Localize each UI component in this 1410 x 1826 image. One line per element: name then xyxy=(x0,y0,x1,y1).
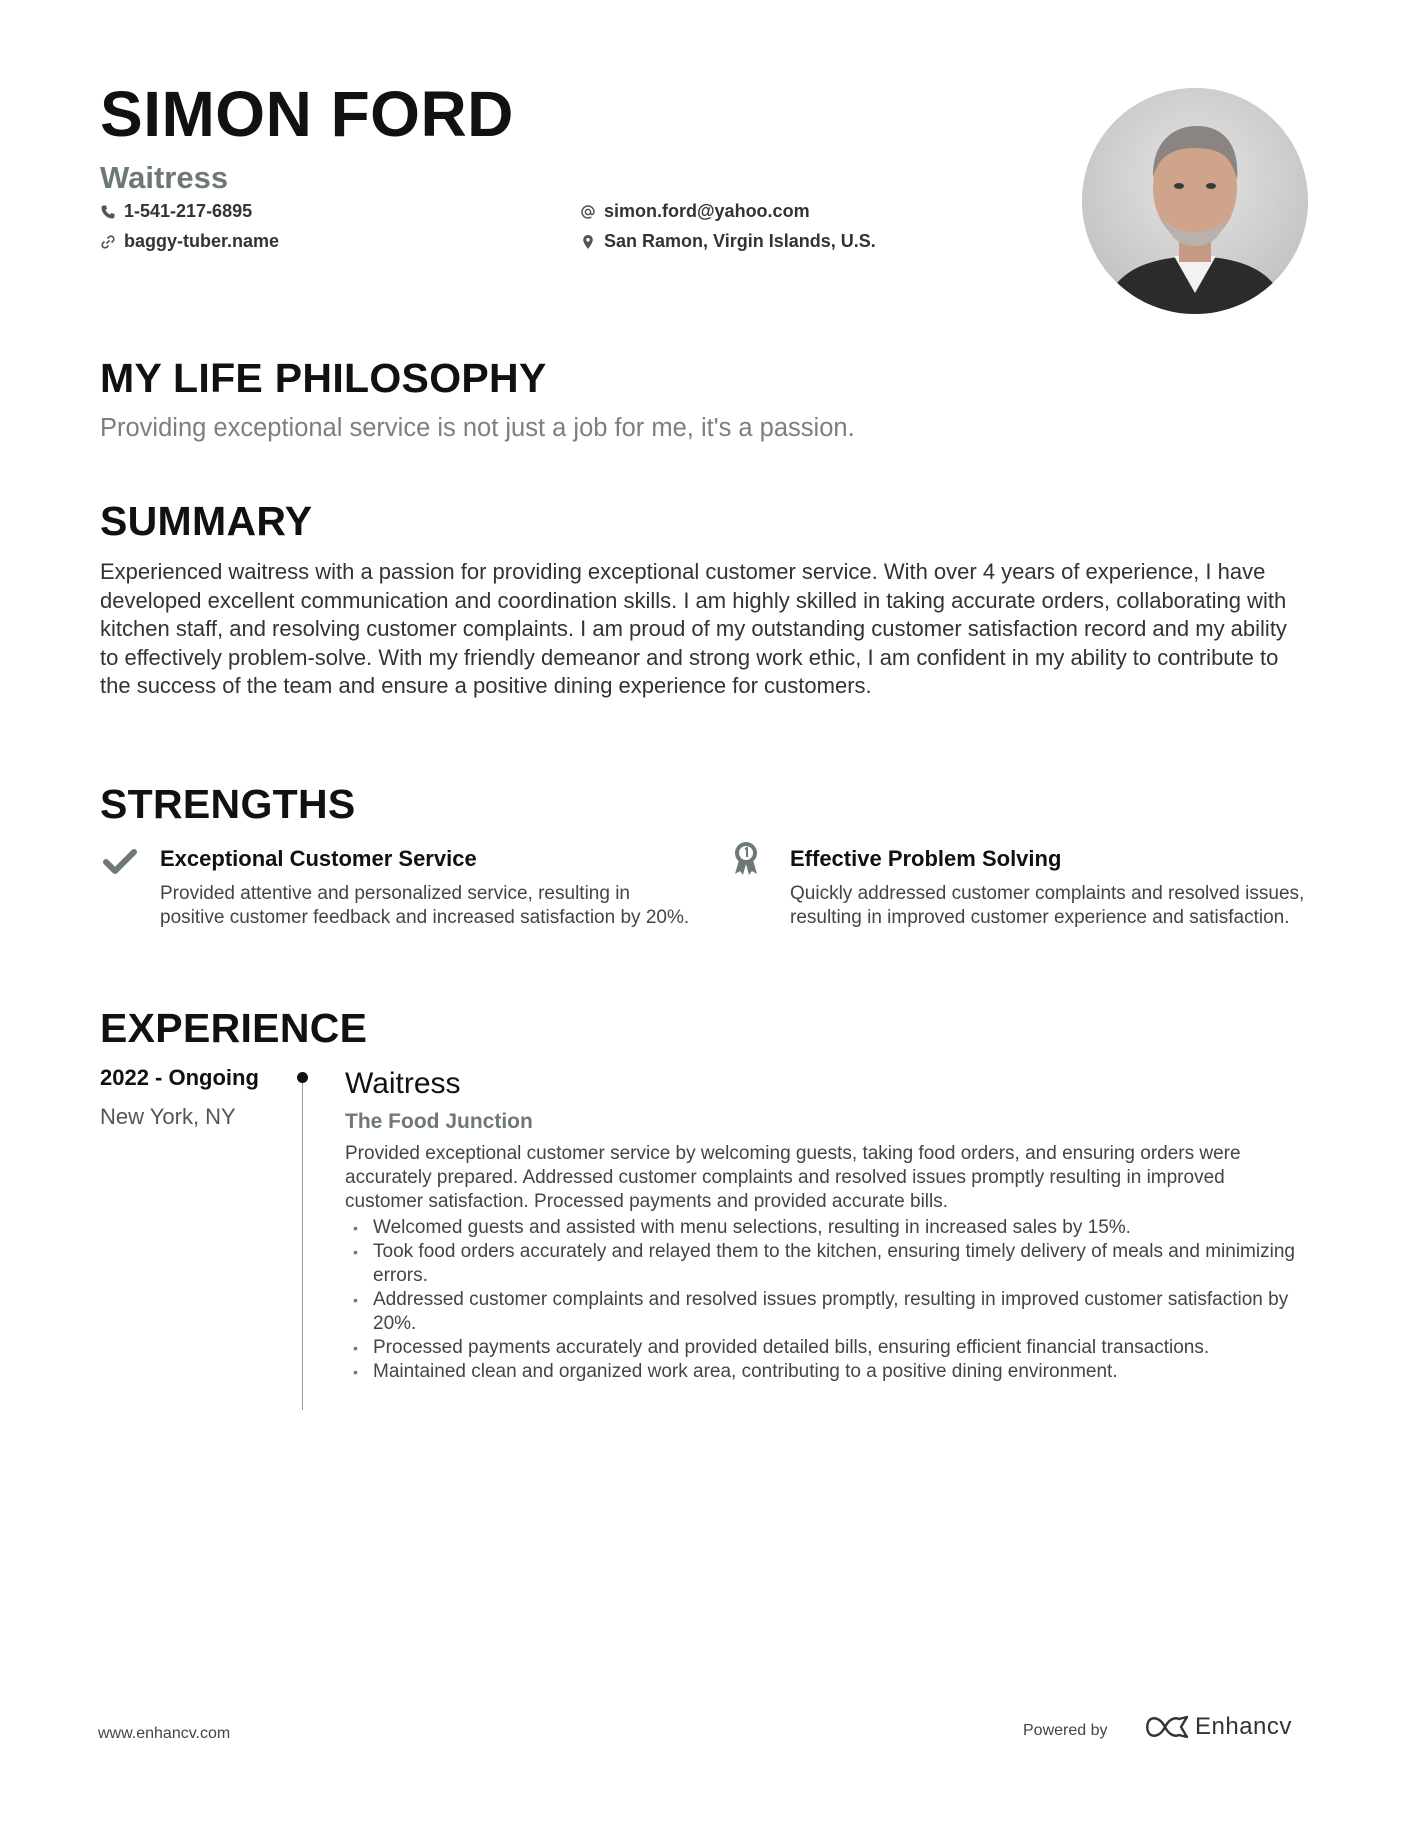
website-text[interactable]: baggy-tuber.name xyxy=(124,231,280,251)
contact-email[interactable] xyxy=(580,201,810,222)
timeline-line xyxy=(302,1075,303,1410)
list-item: • Maintained clean and organized work area, contributing to a positive dining environment. xyxy=(345,1360,1305,1384)
list-item: • Welcomed guests and assisted with menu selections, resulting in increased sales by 15%. xyxy=(345,1216,1305,1240)
contact-website[interactable] xyxy=(100,231,279,252)
phone-icon xyxy=(100,204,116,220)
timeline-dot xyxy=(297,1072,308,1083)
contact-phone xyxy=(100,201,252,222)
candidate-role: Waitress xyxy=(100,160,229,195)
candidate-name: SIMON FORD xyxy=(100,78,514,150)
map-pin-icon xyxy=(580,234,596,250)
strength-description: Provided attentive and personalized service, resulting in positive customer feedback and increased satisfaction by 20%. xyxy=(160,883,690,928)
experience-company: The Food Junction xyxy=(345,1110,533,1133)
profile-photo xyxy=(1082,88,1308,314)
summary-text: Experienced waitress with a passion for providing exceptional customer service. With over 4 years of experience, I have developed excellent communication and coordination skills. I am highly skilled in taking accurate orders, collaborating with kitchen staff, and resolving customer complaints. I am proud of my outstanding customer satisfaction record and my ability to effectively problem-solve. With my friendly demeanor and strong work ethic, I am confident in my ability to contribute to the success of the team and ensure a positive dining experience for customers. xyxy=(100,559,1287,698)
portrait-image xyxy=(1082,88,1308,314)
experience-position: Waitress xyxy=(345,1067,461,1100)
strength-title: Exceptional Customer Service xyxy=(160,846,477,871)
experience-bullets xyxy=(345,1216,1305,1384)
contact-location xyxy=(580,231,876,252)
enhancv-brand-text: Enhancv xyxy=(1195,1713,1292,1740)
strength-description: Quickly addressed customer complaints and resolved issues, resulting in improved customer experience and satisfaction. xyxy=(790,883,1305,928)
experience-dates: 2022 - Ongoing xyxy=(100,1065,259,1090)
philosophy-text: Providing exceptional service is not just a job for me, it's a passion. xyxy=(100,414,855,442)
link-icon xyxy=(100,234,116,250)
experience-location: New York, NY xyxy=(100,1104,236,1129)
strength-title: Effective Problem Solving xyxy=(790,846,1062,871)
experience-description: Provided exceptional customer service by welcoming guests, taking food orders, and ensuring orders were accurately prepared. Addressed customer complaints and resolved issues promptly resulting in improved customer satisfaction. Processed payments and provided accurate bills. xyxy=(345,1143,1241,1212)
phone-text: 1-541-217-6895 xyxy=(124,201,253,221)
location-text: San Ramon, Virgin Islands, U.S. xyxy=(604,231,876,251)
list-item: • Addressed customer complaints and resolved issues promptly, resulting in improved customer satisfaction by 20%. xyxy=(345,1288,1305,1336)
award-ribbon-icon xyxy=(726,838,766,878)
section-title-experience: EXPERIENCE xyxy=(100,1005,368,1051)
enhancv-logo-icon xyxy=(1143,1712,1191,1742)
list-item: • Took food orders accurately and relayed them to the kitchen, ensuring timely delivery of meals and minimizing errors. xyxy=(345,1240,1305,1288)
section-title-philosophy: MY LIFE PHILOSOPHY xyxy=(100,355,547,401)
at-icon xyxy=(580,204,596,220)
footer-website[interactable]: www.enhancv.com xyxy=(98,1725,231,1742)
section-title-strengths: STRENGTHS xyxy=(100,781,356,827)
email-text[interactable]: simon.ford@yahoo.com xyxy=(604,201,810,221)
enhancv-logo[interactable] xyxy=(1143,1712,1292,1742)
list-item: • Processed payments accurately and provided detailed bills, ensuring efficient financial transactions. xyxy=(345,1336,1305,1360)
checkmark-icon xyxy=(100,842,140,882)
footer-powered-by: Powered by xyxy=(1023,1722,1108,1739)
section-title-summary: SUMMARY xyxy=(100,498,313,544)
